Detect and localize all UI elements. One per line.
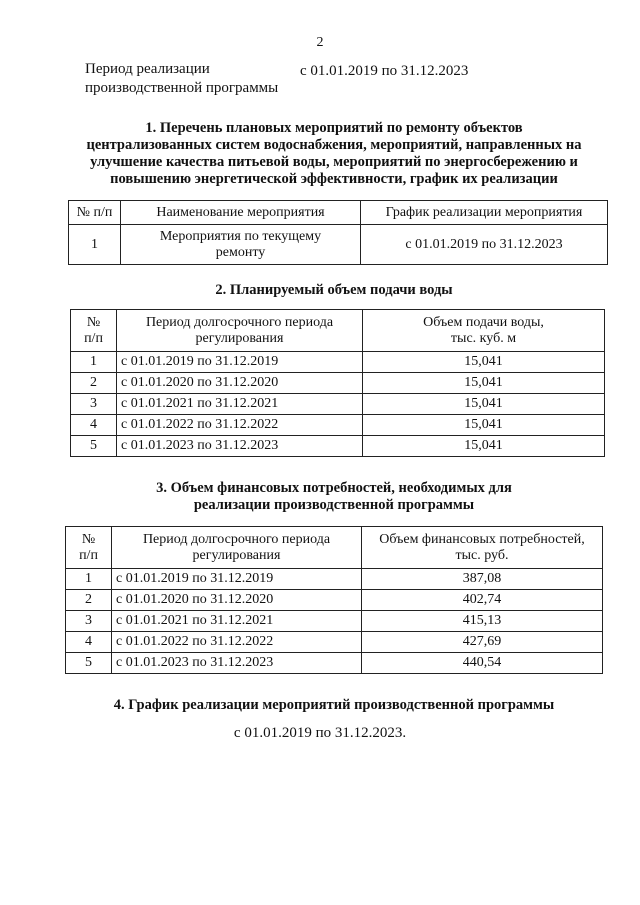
- table-row: [66, 611, 603, 632]
- header-num-line1: №: [81, 531, 96, 547]
- row-volume: 15,041: [363, 373, 605, 394]
- header-finance-line1: Объем финансовых потребностей,: [379, 531, 585, 547]
- implementation-period-label: [85, 60, 278, 98]
- row-num: 3: [66, 611, 112, 632]
- section4-title: 4. График реализации мероприятий производственной программы: [113, 697, 555, 713]
- section1-title-line: улучшение качества питьевой воды, мероприятий по энергосбережению и: [90, 154, 578, 170]
- table-header-row: [69, 201, 608, 225]
- header-period: [117, 310, 363, 352]
- row-num: 1: [66, 569, 112, 590]
- section3-table: [65, 526, 603, 674]
- header-num: [66, 527, 112, 569]
- row-period: с 01.01.2020 по 31.12.2020: [117, 373, 363, 394]
- section1-title-line: централизованных систем водоснабжения, мероприятий, направленных на: [86, 137, 582, 153]
- header-finance-line2: тыс. руб.: [455, 547, 509, 563]
- table-row: [69, 225, 608, 265]
- row-finance: 415,13: [362, 611, 603, 632]
- section2-title: 2. Планируемый объем подачи воды: [215, 282, 453, 298]
- header-period-line1: Период долгосрочного периода: [142, 531, 331, 547]
- section3-title-line: 3. Объем финансовых потребностей, необходимых для: [156, 480, 512, 496]
- header-volume: [363, 310, 605, 352]
- row-period: с 01.01.2023 по 31.12.2023: [112, 653, 362, 674]
- page-number: 2: [316, 35, 324, 50]
- header-num: № п/п: [69, 201, 121, 225]
- table-row: [71, 373, 605, 394]
- row-num: 5: [71, 436, 117, 457]
- table-row: [66, 653, 603, 674]
- row-period: с 01.01.2021 по 31.12.2021: [112, 611, 362, 632]
- header-volume-line1: Объем подачи воды,: [423, 314, 544, 330]
- implementation-period-label-line2: производственной программы: [85, 80, 279, 96]
- section4-period: с 01.01.2019 по 31.12.2023.: [233, 725, 407, 741]
- row-period: с 01.01.2022 по 31.12.2022: [117, 415, 363, 436]
- implementation-period-value: с 01.01.2019 по 31.12.2023: [300, 63, 469, 79]
- row-num: 1: [69, 225, 121, 265]
- row-finance: 387,08: [362, 569, 603, 590]
- section1-table: [68, 200, 608, 265]
- header-name: Наименование мероприятия: [121, 201, 361, 225]
- row-period: с 01.01.2019 по 31.12.2019: [117, 352, 363, 373]
- row-volume: 15,041: [363, 415, 605, 436]
- row-volume: 15,041: [363, 394, 605, 415]
- row-period: с 01.01.2023 по 31.12.2023: [117, 436, 363, 457]
- header-period-line1: Период долгосрочного периода: [145, 314, 334, 330]
- row-num: 2: [66, 590, 112, 611]
- row-num: 1: [71, 352, 117, 373]
- section1-title: [60, 120, 608, 188]
- section3-title-line: реализации производственной программы: [193, 497, 475, 513]
- implementation-period-label-line1: Период реализации: [85, 61, 210, 77]
- row-period: с 01.01.2022 по 31.12.2022: [112, 632, 362, 653]
- row-num: 2: [71, 373, 117, 394]
- row-volume: 15,041: [363, 352, 605, 373]
- row-name-line2: ремонту: [215, 244, 266, 260]
- row-num: 5: [66, 653, 112, 674]
- header-schedule: График реализации мероприятия: [361, 201, 608, 225]
- row-volume: 15,041: [363, 436, 605, 457]
- row-num: 4: [66, 632, 112, 653]
- row-finance: 427,69: [362, 632, 603, 653]
- header-num-line1: №: [86, 314, 101, 330]
- table-header-row: [71, 310, 605, 352]
- header-period: [112, 527, 362, 569]
- table-row: [71, 436, 605, 457]
- row-num: 4: [71, 415, 117, 436]
- table-row: [66, 632, 603, 653]
- row-schedule: с 01.01.2019 по 31.12.2023: [361, 225, 608, 265]
- header-num-line2: п/п: [84, 330, 103, 346]
- header-num-line2: п/п: [79, 547, 98, 563]
- section3-title: [60, 480, 608, 514]
- row-finance: 402,74: [362, 590, 603, 611]
- header-finance: [362, 527, 603, 569]
- section2-table: [70, 309, 605, 457]
- section1-title-line: 1. Перечень плановых мероприятий по ремонту объектов: [145, 120, 523, 136]
- row-finance: 440,54: [362, 653, 603, 674]
- row-period: с 01.01.2019 по 31.12.2019: [112, 569, 362, 590]
- section1-title-line: повышению энергетической эффективности, график их реализации: [110, 171, 558, 187]
- table-row: [71, 352, 605, 373]
- table-row: [66, 569, 603, 590]
- row-name: [121, 225, 361, 265]
- row-num: 3: [71, 394, 117, 415]
- table-row: [66, 590, 603, 611]
- header-volume-line2: тыс. куб. м: [450, 330, 517, 346]
- table-row: [71, 415, 605, 436]
- table-header-row: [66, 527, 603, 569]
- row-period: с 01.01.2020 по 31.12.2020: [112, 590, 362, 611]
- header-num: [71, 310, 117, 352]
- table-row: [71, 394, 605, 415]
- row-name-line1: Мероприятия по текущему: [159, 228, 322, 244]
- header-period-line2: регулирования: [195, 330, 284, 346]
- row-period: с 01.01.2021 по 31.12.2021: [117, 394, 363, 415]
- header-period-line2: регулирования: [192, 547, 281, 563]
